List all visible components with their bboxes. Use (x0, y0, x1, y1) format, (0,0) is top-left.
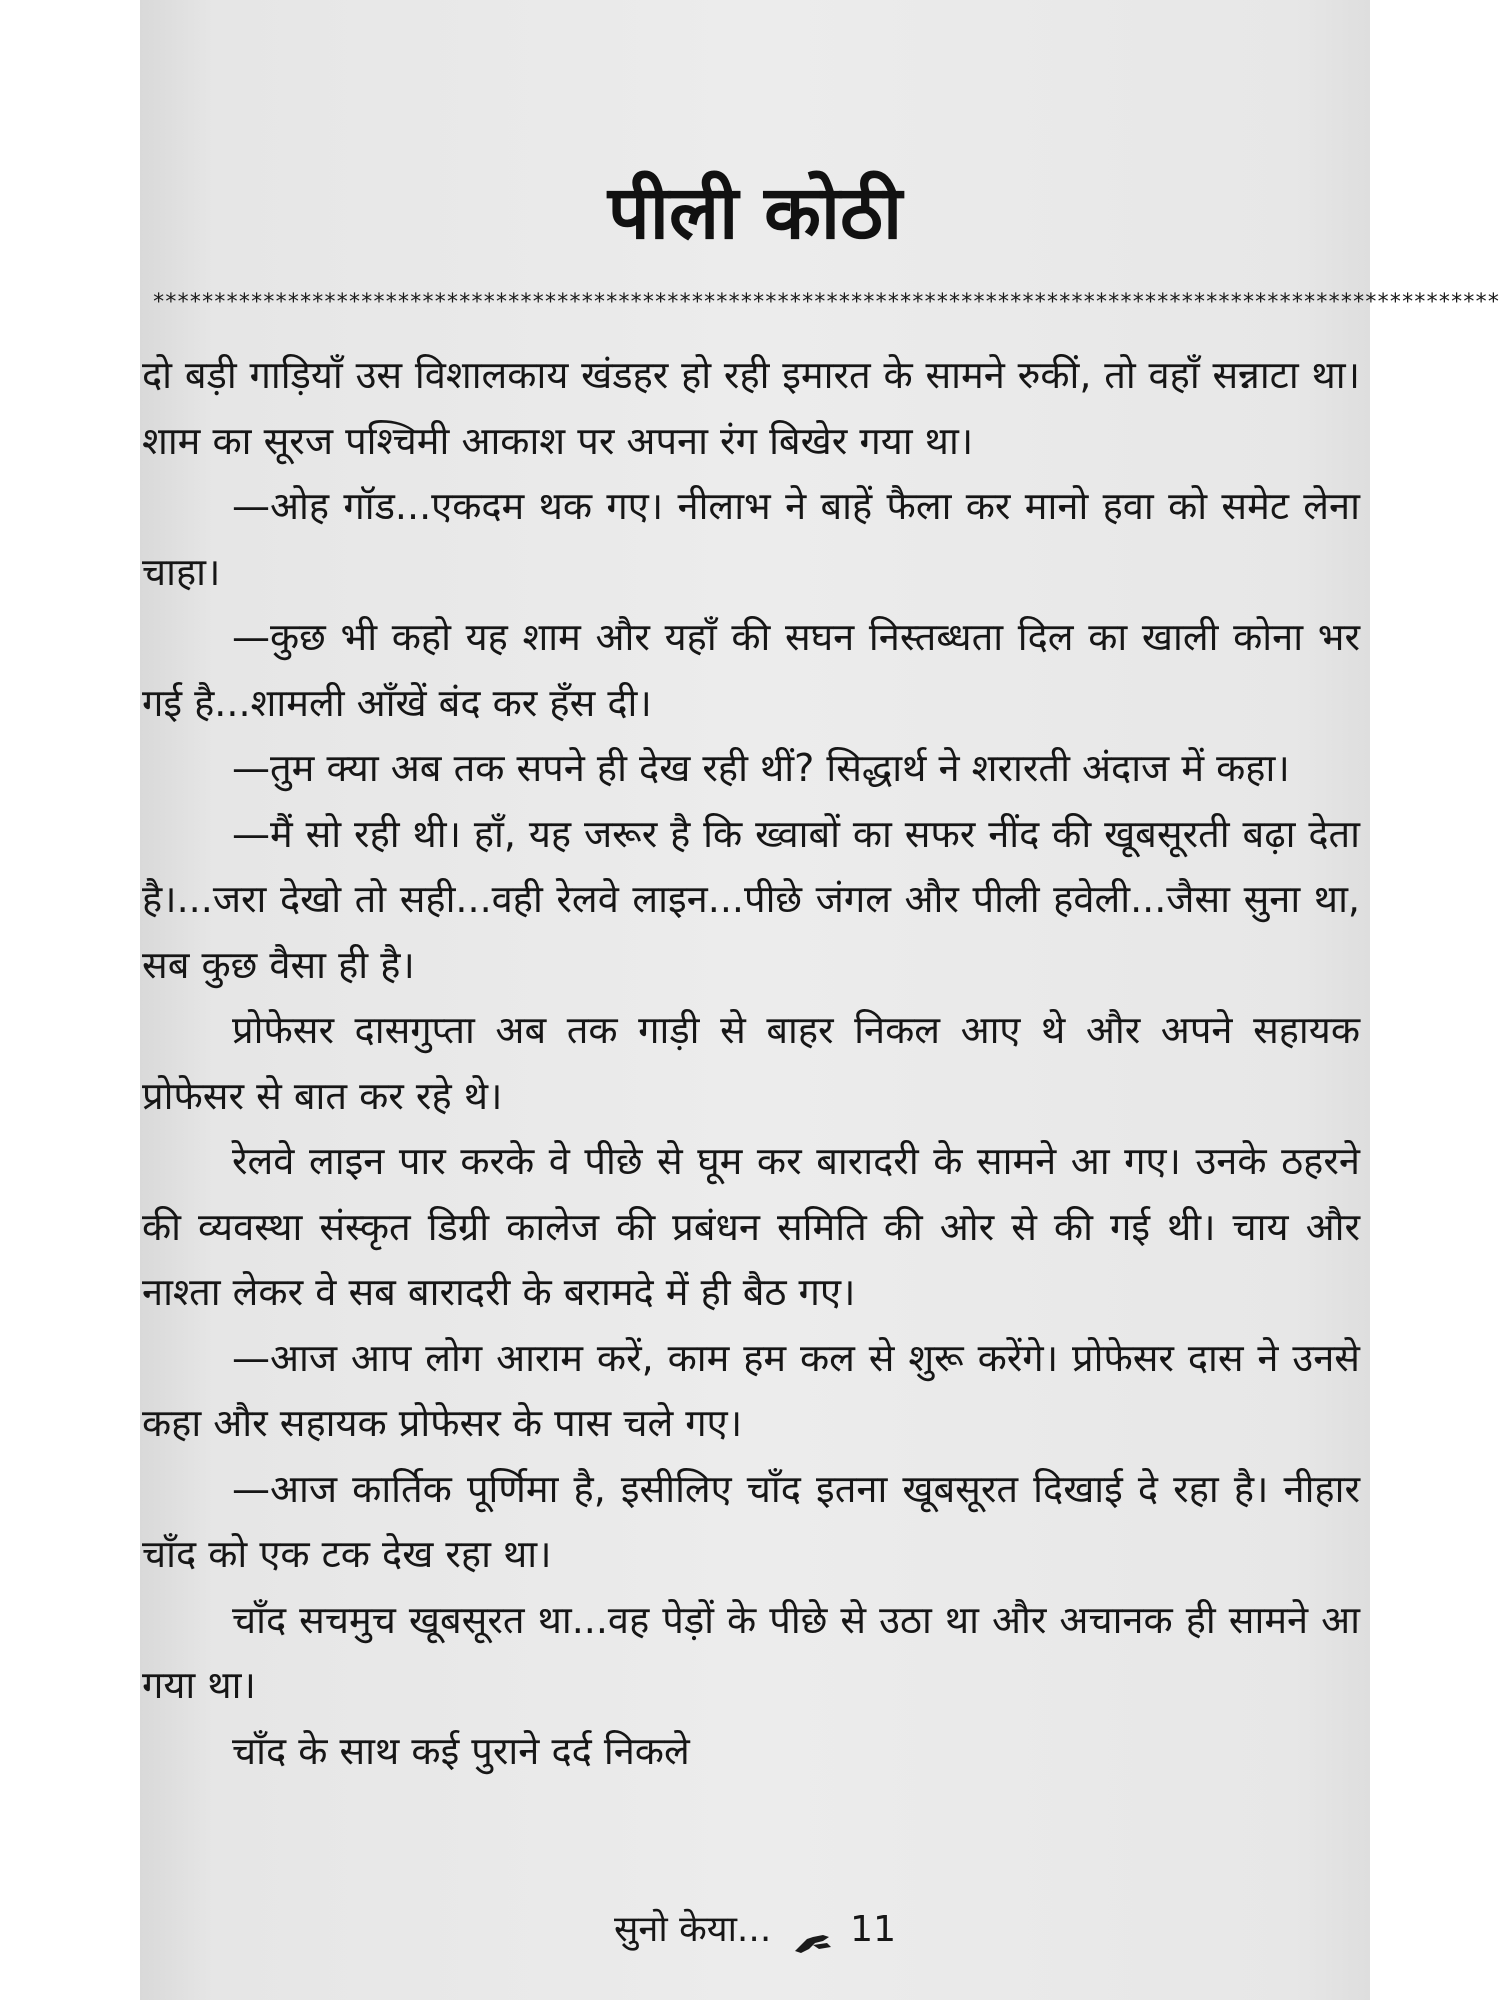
paragraph: दो बड़ी गाड़ियाँ उस विशालकाय खंडहर हो रही इमारत के सामने रुकीं, तो वहाँ सन्नाटा था। शाम का सूरज पश्चिमी आकाश पर अपना रंग बिखेर गया था। (142, 353, 1360, 463)
paragraph: —कुछ भी कहो यह शाम और यहाँ की सघन निस्तब्धता दिल का खाली कोना भर गई है...शामली आँखें बंद कर हँस दी। (142, 615, 1360, 725)
footer-book-title: सुनो केया... (614, 1909, 772, 1950)
star-separator: ************************************************************************************************************** (152, 290, 1499, 315)
page-footer (140, 1905, 1370, 1955)
story-text (142, 343, 1360, 1784)
paragraph: —आज कार्तिक पूर्णिमा है, इसीलिए चाँद इतना खूबसूरत दिखाई दे रहा है। नीहार चाँद को एक टक देख रहा था। (142, 1466, 1360, 1576)
page-number: 11 (850, 1909, 896, 1950)
chapter-title: पीली कोठी (607, 170, 903, 256)
paragraph: प्रोफेसर दासगुप्ता अब तक गाड़ी से बाहर निकल आए थे और अपने सहायक प्रोफेसर से बात कर रहे थे। (142, 1008, 1360, 1118)
paragraph: रेलवे लाइन पार करके वे पीछे से घूम कर बारादरी के सामने आ गए। उनके ठहरने की व्यवस्था संस्कृत डिग्री कालेज की प्रबंधन समिति की ओर से की गई थी। चाय और नाश्ता लेकर वे सब बारादरी के बरामदे में ही बैठ गए। (142, 1139, 1360, 1314)
paragraph: —मैं सो रही थी। हाँ, यह जरूर है कि ख्वाबों का सफर नींद की खूबसूरती बढ़ा देता है।...जरा देखो तो सही...वही रेलवे लाइन...पीछे जंगल और पीली हवेली...जैसा सुना था, सब कुछ वैसा ही है। (142, 811, 1360, 987)
book-page (140, 0, 1499, 2000)
paragraph: —आज आप लोग आराम करें, काम हम कल से शुरू करेंगे। प्रोफेसर दास ने उनसे कहा और सहायक प्रोफेसर के पास चले गए। (142, 1335, 1360, 1445)
paragraph: —तुम क्या अब तक सपने ही देख रही थीं? सिद्धार्थ ने शरारती अंदाज में कहा। (232, 746, 1290, 790)
paragraph: चाँद सचमुच खूबसूरत था...वह पेड़ों के पीछे से उठा था और अचानक ही सामने आ गया था। (142, 1597, 1360, 1707)
paragraph: —ओह गॉड...एकदम थक गए। नीलाभ ने बाहें फैला कर मानो हवा को समेट लेना चाहा। (142, 484, 1360, 594)
writing-hand-icon (793, 1919, 833, 1943)
paragraph: चाँद के साथ कई पुराने दर्द निकले (232, 1728, 690, 1773)
